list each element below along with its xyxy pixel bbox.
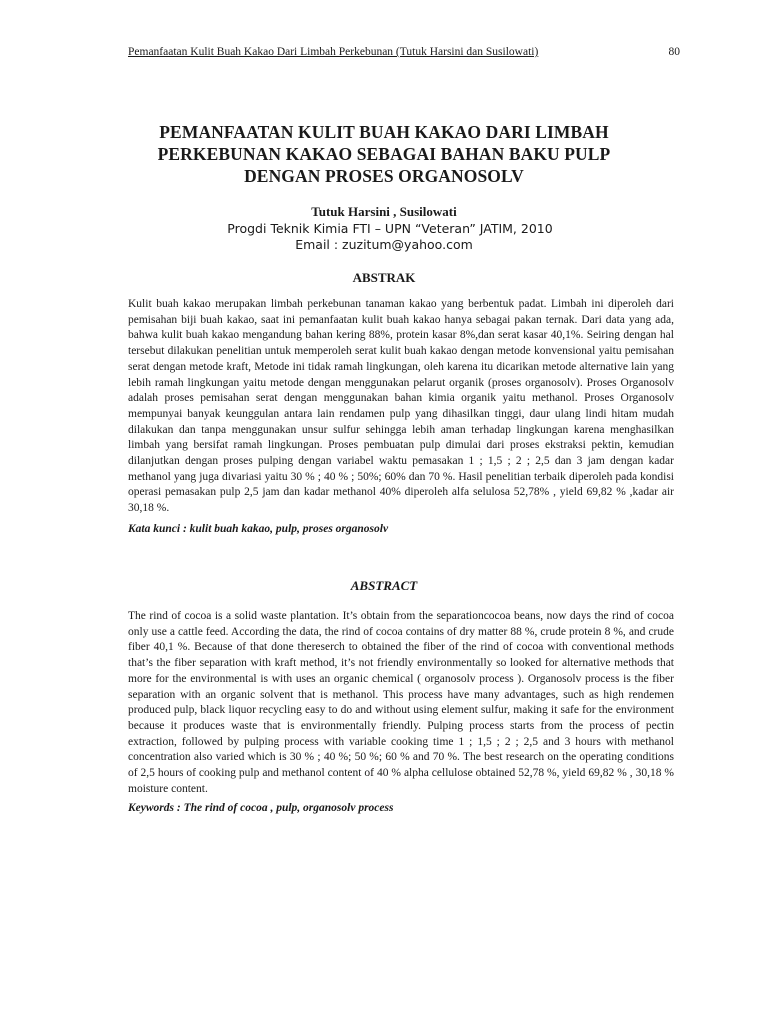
email: Email : zuzitum@yahoo.com (295, 237, 473, 252)
running-title: Pemanfaatan Kulit Buah Kakao Dari Limbah Perkebunan (Tutuk Harsini dan Susilowati) (128, 46, 539, 58)
kata-kunci: Kata kunci : kulit buah kakao, pulp, proses organosolv (128, 523, 389, 535)
paper-title (100, 121, 668, 187)
title-line-1: PEMANFAATAN KULIT BUAH KAKAO DARI LIMBAH (159, 122, 609, 142)
keywords: Keywords : The rind of cocoa , pulp, organosolv process (128, 802, 394, 814)
abstrak-heading: ABSTRAK (352, 270, 416, 285)
affiliation: Progdi Teknik Kimia FTI – UPN “Veteran” JATIM, 2010 (227, 221, 553, 236)
title-line-2: PERKEBUNAN KAKAO SEBAGAI BAHAN BAKU PULP (157, 144, 611, 164)
abstract-body: The rind of cocoa is a solid waste plantation. It’s obtain from the separationcocoa beans, now days the rind of cocoa only use a cattle feed. According the data, the rind of cocoa contains of dry matter 88 %, crude protein 8 %, and crude fiber 40,1 %. Because of that done thereserch to obtained the fiber of the rind of cocoa with conventional methods that’s the fiber separation with kraft method, it’s not friendly environmentally so looked for alternative methods that more for the environmental is with uses an organic chemical ( organosolv process ). Organosolv process is the fiber separation with an organic solvent that is methanol. This process have many advantages, such as high rendemen produced pulp, black liquor recycling easy to do and without using element sulfur, making it safe for the environment because it produces waste that is environmentally friendly. Pulping process starts from the process of pectin extraction, followed by pulping process with variable cooking time 1 ; 1,5 ; 2 ; 2,5 and 3 hours with methanol concentration also varied which is 30 % ; 40 %; 50 %; 60 % and 70 %. The best research on the operating conditions of 2,5 hours of cooking pulp and methanol content of 40 % alpha cellulose obtained 52,78 %, yield 69,82 % , 30,18 % moisture content. (128, 610, 674, 795)
title-line-3: DENGAN PROSES ORGANOSOLV (244, 166, 524, 186)
abstract-heading: ABSTRACT (350, 578, 418, 593)
page-number: 80 (668, 46, 680, 58)
running-header (128, 45, 680, 59)
abstrak-body: Kulit buah kakao merupakan limbah perkebunan tanaman kakao yang berbentuk padat. Limbah ini diperoleh dari pemisahan biji buah kakao, saat ini pemanfaatan kulit buah kakao hanya sebagai pakan ternak. Dari data yang ada, bahwa kulit buah kakao mengandung bahan kering 88%, protein kasar 8%,dan serat kasar 40,1%. Seiring dengan hal tersebut dilakukan penelitian untuk memperoleh serat kulit buah kakao dengan metode konvensional yaitu pemisahan serat dengan metode kraft, Metode ini tidak ramah lingkungan, oleh karena itu dicarikan metode alternative lain yang lebih ramah lingkungan yaitu metode dengan menggunakan pelarut organik (proses organosolv). Proses Organosolv adalah proses pemisahan serat dengan menggunakan bahan kimia organik yaitu methanol. Proses Organosolv mempunyai banyak keunggulan antara lain rendamen pulp yang dihasilkan tinggi, daur ulang lindi hitam mudah dilakukan dan tanpa menggunakan unsur sulfur sehingga lebih aman terhadap lingkungan karena menghasilkan limbah yang bersifat ramah lingkungan. Proses pembuatan pulp dimulai dari proses ekstraksi pektin, kemudian dilanjutkan dengan proses pulping dengan variabel waktu pemasakan 1 ; 1,5 ; 2 ; 2,5 dan 3 jam dengan kadar methanol yang juga divariasi yaitu 30 % ; 40 % ; 50%; 60% dan 70 %. Hasil penelitian terbaik diperoleh pada kondisi operasi pemasakan pulp 2,5 jam dan kadar methanol 40% diperoleh alfa selulosa 52,78% , yield 69,82 % ,kadar air 30,18 %. (128, 298, 674, 515)
authors: Tutuk Harsini , Susilowati (311, 204, 457, 219)
